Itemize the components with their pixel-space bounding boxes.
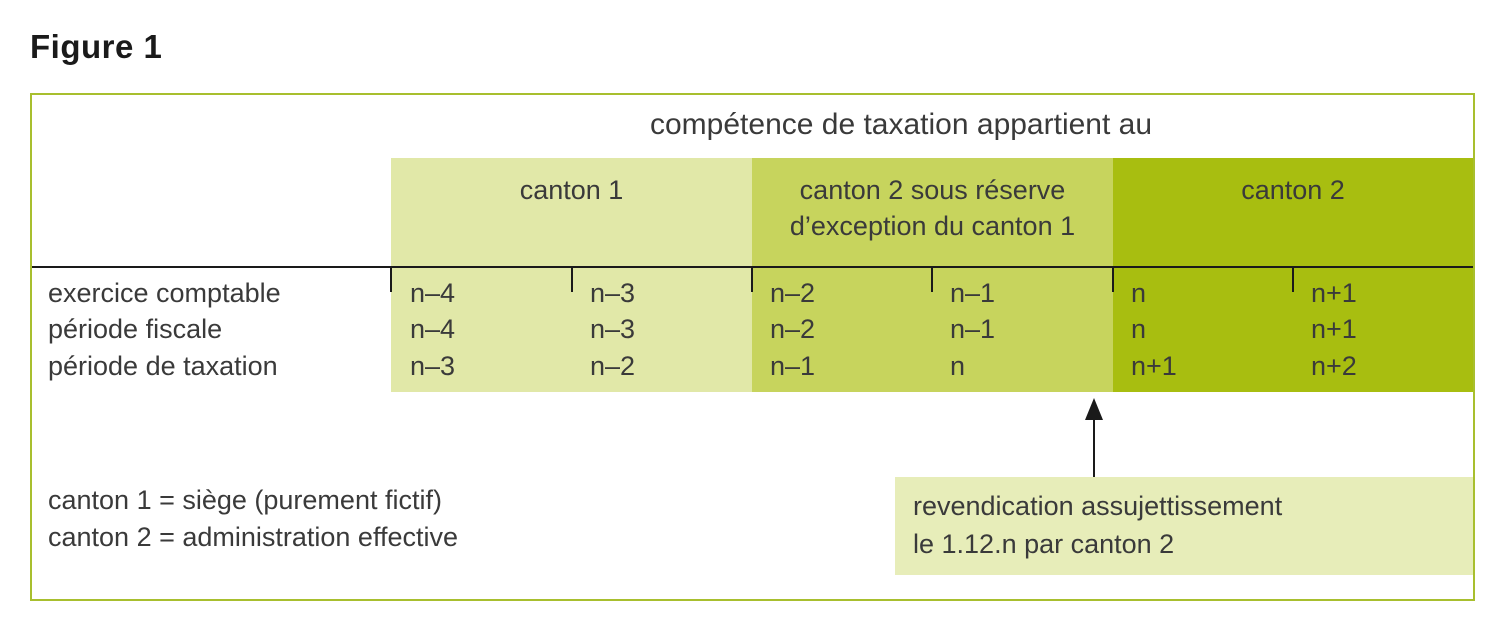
timeline-tick <box>390 266 392 292</box>
timeline-tick <box>571 266 573 292</box>
band-label-canton-1 <box>391 172 752 208</box>
arrow-shaft <box>1093 418 1095 478</box>
grid-cell: n <box>1131 314 1147 344</box>
arrow-up-icon <box>1085 398 1103 420</box>
grid-cell: n–3 <box>590 278 636 308</box>
band-label-canton-2 <box>1113 172 1473 208</box>
grid-cell: n–1 <box>770 351 816 381</box>
grid-cell: n+1 <box>1131 351 1177 381</box>
grid-cell: n <box>950 351 966 381</box>
grid-cell: n–2 <box>590 351 636 381</box>
band-label-line: canton 2 <box>1241 175 1345 205</box>
grid-cell: n–3 <box>410 351 456 381</box>
grid-cell: n–1 <box>950 278 996 308</box>
grid-cell: n–4 <box>410 314 456 344</box>
timeline-tick <box>751 266 753 292</box>
grid-cell: n+2 <box>1311 351 1357 381</box>
band-label-line: canton 1 <box>519 175 624 205</box>
grid-cell: n–3 <box>590 314 636 344</box>
band-label-canton-2-reserve <box>752 172 1113 244</box>
timeline-tick <box>931 266 933 292</box>
row-label-periode-fiscale: période fiscale <box>48 314 223 344</box>
figure-title: Figure 1 <box>30 28 163 65</box>
grid-cell: n–4 <box>410 278 456 308</box>
claim-note-line-2: le 1.12.n par canton 2 <box>913 529 1175 559</box>
grid-cell: n–2 <box>770 314 816 344</box>
row-label-periode-taxation: période de taxation <box>48 351 278 381</box>
timeline-tick <box>1292 266 1294 292</box>
grid-cell: n+1 <box>1311 278 1357 308</box>
timeline-tick <box>1112 266 1114 292</box>
band-label-line: canton 2 sous réserve <box>799 175 1066 205</box>
legend-line-1: canton 1 = siège (purement fictif) <box>48 485 442 515</box>
claim-note-line-1: revendication assujettissement <box>913 491 1283 521</box>
grid-cell: n <box>1131 278 1147 308</box>
row-label-exercice: exercice comptable <box>48 278 281 308</box>
competence-header: compétence de taxation appartient au <box>650 108 1153 141</box>
grid-cell: n+1 <box>1311 314 1357 344</box>
legend-line-2: canton 2 = administration effective <box>48 522 458 552</box>
grid-cell: n–1 <box>950 314 996 344</box>
band-label-line: d’exception du canton 1 <box>789 211 1076 241</box>
grid-cell: n–2 <box>770 278 816 308</box>
